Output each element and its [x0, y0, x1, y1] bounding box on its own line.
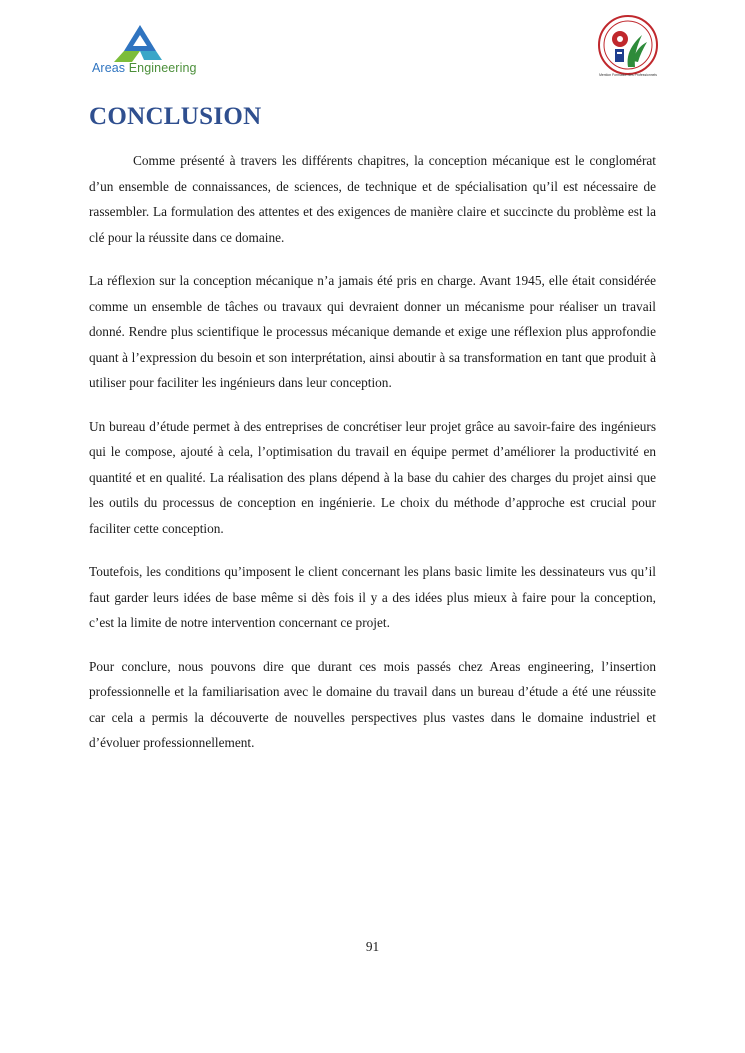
- paragraph-4: Toutefois, les conditions qu’imposent le client concernant les plans basic limite les dessinateurs vus qu’il faut garder leurs idées de base même si dès fois il y a des idées plus mieux à faire pour la conception, c’est la limite de notre intervention concernant ce projet.: [89, 564, 656, 630]
- paragraph-2: La réflexion sur la conception mécanique n’a jamais été pris en charge. Avant 1945, elle était considérée comme un ensemble de tâches ou travaux qui devraient donner un mécanisme pour réaliser un travail donné. Rendre plus scientifique le processus mécanique demande et exige une réflexion plus approfondie quant à l’expression du besoin et son interprétation, ainsi aboutir à sa transformation en tant que produit à utiliser pour faciliter les ingénieurs dans leur conception.: [89, 273, 656, 390]
- gear-emblem-icon: [595, 15, 661, 77]
- areas-engineering-logo: [92, 24, 202, 78]
- logo-wordmark: [92, 61, 197, 75]
- paragraph-1: Comme présenté à travers les différents chapitres, la conception mécanique est le conglomérat d’un ensemble de connaissances, de sciences, de technique et de spécialisation qu’il est nécessaire de rassembler. La formulation des attentes et des exigences de manière claire et succincte du problème est la clé pour la réussite dans ce domaine.: [89, 153, 656, 245]
- logo-word-engineering: Engineering: [128, 61, 197, 75]
- triangle-logo-icon: [110, 24, 170, 62]
- paragraph-5: Pour conclure, nous pouvons dire que durant ces mois passés chez Areas engineering, l’insertion professionnelle et la familiarisation avec le domaine du travail dans un bureau d’étude a été une réussite car cela a permis la découverte de nouvelles perspectives plus vastes dans le domaine industriel et d’évoluer professionnellement.: [89, 658, 656, 750]
- logo-word-areas: Areas: [92, 61, 126, 75]
- paragraph-3: Un bureau d’étude permet à des entreprises de concrétiser leur projet grâce au savoir-faire des ingénieurs qui le compose, ajouté à cela, l’optimisation du travail en équipe permet d’améliorer la productivité en quantité et en qualité. La réalisation des plans dépend à la base du cahier des charges du projet ainsi que les outils du processus de conception en ingénierie. Le choix du méthode d’approche est crucial pour faciliter cette conception.: [89, 418, 656, 536]
- page-number: 91: [365, 939, 380, 954]
- seal-caption: Mention Formation des Professionnels: [599, 73, 657, 77]
- conclusion-body: [89, 148, 656, 774]
- institution-seal: [595, 15, 661, 81]
- page-title: CONCLUSION: [89, 103, 262, 130]
